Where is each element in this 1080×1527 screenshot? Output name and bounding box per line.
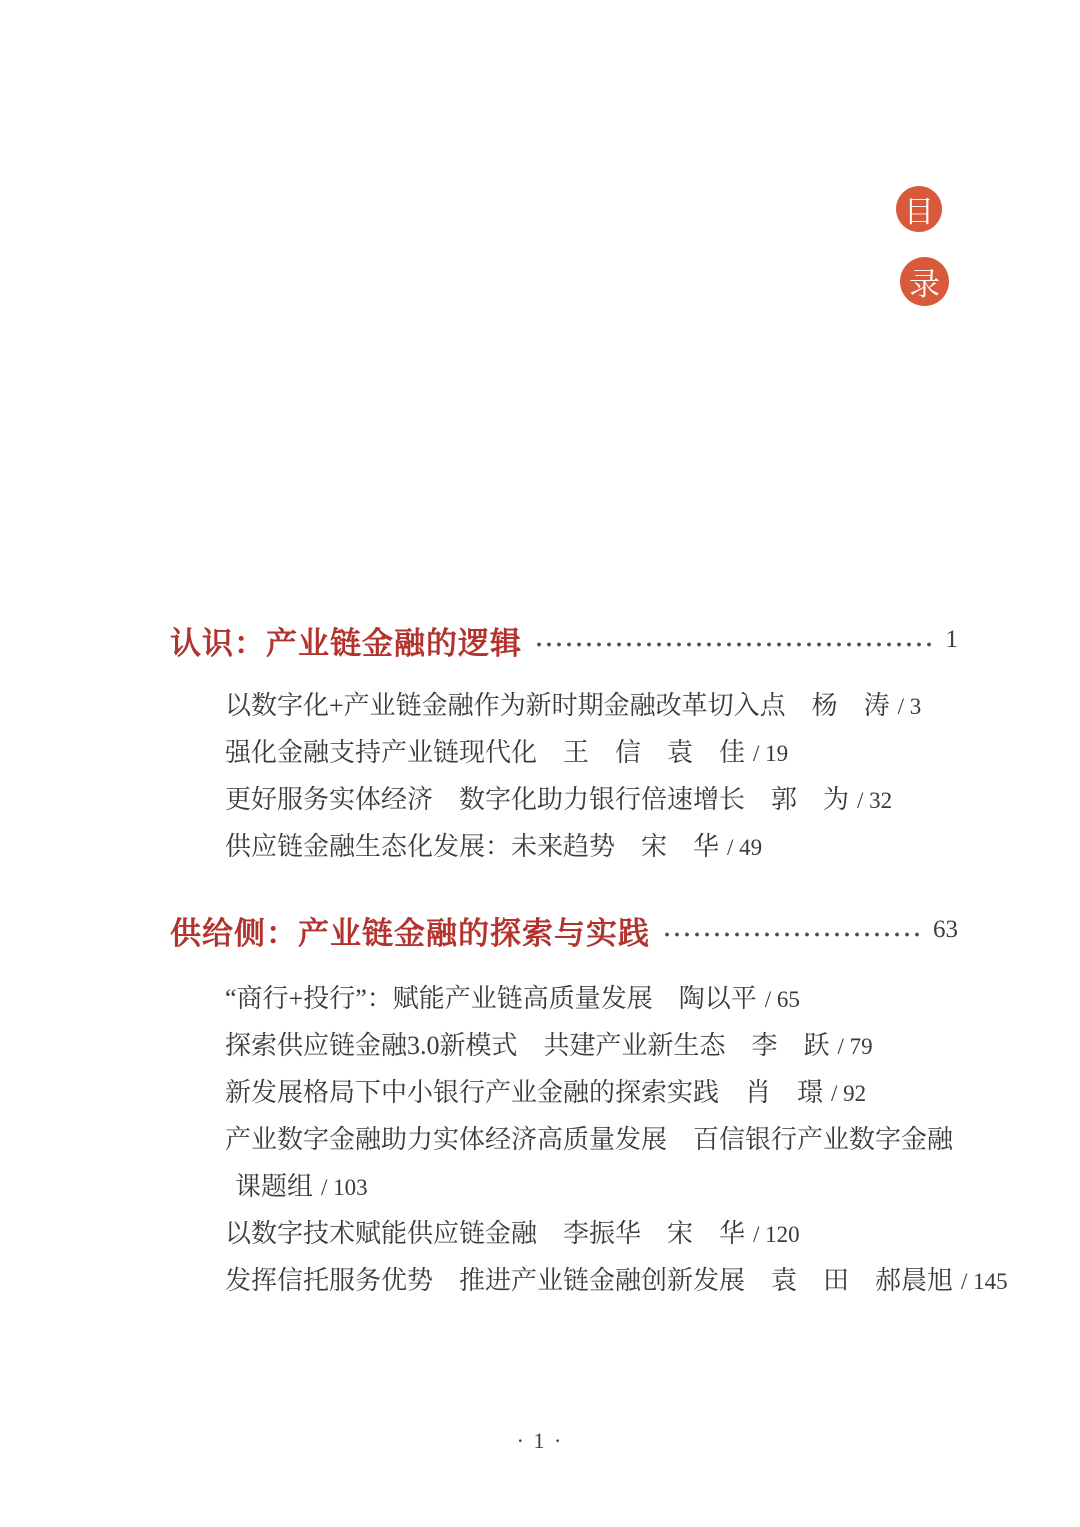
- toc-badge-circle-top: [896, 186, 942, 232]
- entry-page-number: / 32: [857, 788, 893, 813]
- toc-entry: [225, 682, 965, 729]
- page-footer-number: · 1 ·: [516, 1428, 564, 1453]
- entry-text: 探索供应链金融3.0新模式 共建产业新生态 李 跃: [225, 1031, 830, 1060]
- toc-badge-char: 目: [904, 196, 934, 229]
- toc-entry: [225, 975, 965, 1022]
- entry-text: 新发展格局下中小银行产业金融的探索实践 肖 璟: [225, 1078, 824, 1107]
- toc-entry: [225, 1116, 965, 1163]
- section-title: 认识：产业链金融的逻辑: [170, 625, 522, 661]
- section-1-heading: [170, 620, 958, 660]
- toc-entry: [225, 1022, 965, 1069]
- section-2-entries: [225, 975, 1008, 1304]
- section-page-number: 1: [945, 626, 958, 653]
- entry-text: 发挥信托服务优势 推进产业链金融创新发展 袁 田 郝晨旭: [225, 1266, 954, 1295]
- entry-text: “商行+投行”：赋能产业链高质量发展 陶以平: [225, 984, 757, 1013]
- entry-text: 强化金融支持产业链现代化 王 信 袁 佳: [225, 738, 746, 767]
- entry-text: 供应链金融生态化发展：未来趋势 宋 华: [225, 832, 720, 861]
- entry-page-number: / 65: [764, 987, 800, 1012]
- entry-page-number: / 103: [321, 1175, 368, 1200]
- entry-text: 以数字技术赋能供应链金融 李振华 宋 华: [225, 1219, 746, 1248]
- toc-badge-char: 录: [909, 267, 940, 302]
- section-1-entries: [225, 682, 965, 870]
- toc-entry: [225, 1210, 965, 1257]
- entry-page-number: / 49: [727, 835, 763, 860]
- entry-page-number: / 19: [753, 741, 789, 766]
- toc-entry: [225, 729, 965, 776]
- toc-entry: [225, 823, 965, 870]
- toc-entry: [225, 1257, 1008, 1304]
- toc-entry-continuation: [225, 1163, 965, 1210]
- dotted-leader: [662, 932, 921, 937]
- entry-text: 更好服务实体经济 数字化助力银行倍速增长 郭 为: [225, 785, 850, 814]
- entry-text: 以数字化+产业链金融作为新时期金融改革切入点 杨 涛: [225, 691, 890, 720]
- entry-page-number: / 3: [897, 694, 922, 719]
- toc-entry: [225, 1069, 965, 1116]
- entry-page-number: / 120: [753, 1222, 800, 1247]
- section-title: 供给侧：产业链金融的探索与实践: [170, 915, 650, 951]
- entry-text: 产业数字金融助力实体经济高质量发展 百信银行产业数字金融: [225, 1125, 954, 1154]
- entry-text: 课题组: [235, 1172, 314, 1201]
- dotted-leader: [534, 642, 934, 647]
- entry-page-number: / 145: [961, 1269, 1008, 1294]
- section-2-heading: [170, 910, 958, 950]
- entry-page-number: / 79: [837, 1034, 873, 1059]
- toc-badge-circle-bottom: [900, 257, 949, 306]
- section-page-number: 63: [933, 916, 958, 943]
- toc-entry: [225, 776, 965, 823]
- entry-page-number: / 92: [831, 1081, 867, 1106]
